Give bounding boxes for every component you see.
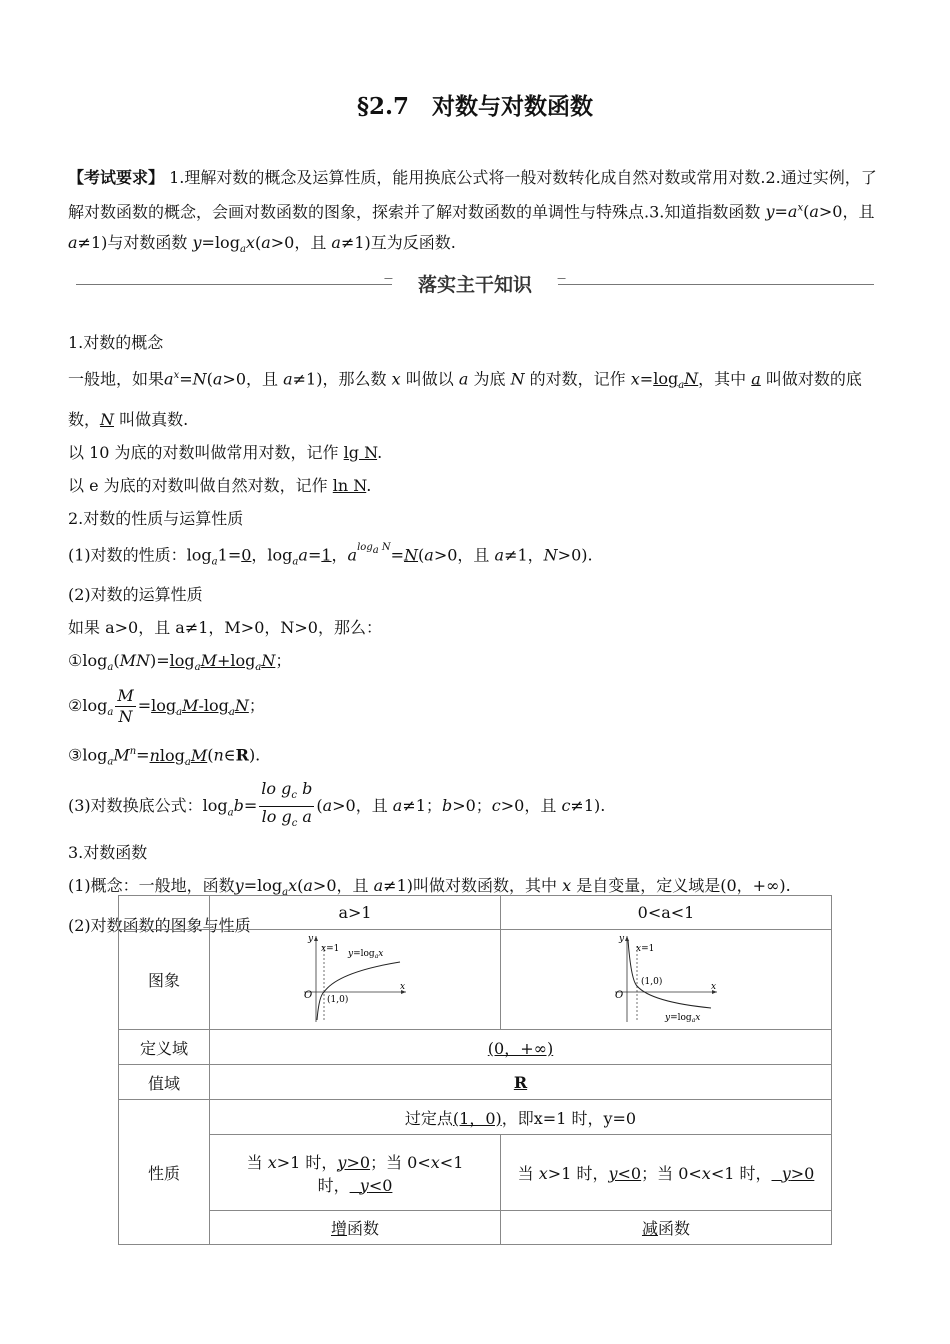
graph-decreasing (501, 930, 832, 1030)
s2-heading: 2.对数的性质与运算性质 (68, 508, 244, 528)
exam-req-text-1: 1.理解对数的概念及运算性质，能用换底公式将一般对数转化成自然对数或常用对数.2.通过实例，了解对数函数的概念，会画对数函数的图象，探索并了解对数函数的单调性与特殊点.3.知道指数函数 (68, 168, 877, 222)
sign-cell-a-gt-1: 当 x>1 时，y>0；当 0<x<1 时， y<0 (210, 1135, 501, 1211)
s1-definition: 一般地，如果$a^x=N(a>0$，且 a≠1)，那么数 x 叫做以 a 为底 N 的对数，记作 $x=\log_aN$，其中 a 叫做对数的底数，N 叫做真数. (68, 369, 862, 429)
log-function-table (118, 895, 832, 1245)
exam-req-text-2: 与对数函数 (107, 233, 188, 253)
svg-text:y: y (308, 933, 314, 944)
svg-text:x=1: x=1 (321, 943, 340, 954)
log-graph-a-lt-1 (611, 932, 721, 1024)
exam-requirements (68, 162, 882, 266)
s2-change-of-base: (3)对数换底公式：$\log_ab=$ $\frac{lo g_c b}{lo g_c a}$ (a>0，且 a≠1；b>0；c>0，且 c≠1). (68, 778, 606, 830)
row-label-properties: 性质 (119, 1100, 210, 1245)
s2-rule-1: $①\log_a(MN)=\log_aM+\log_aN$； (68, 651, 292, 674)
svg-text:O: O (615, 989, 624, 1001)
svg-text:y: y (619, 933, 625, 944)
range-value: R (513, 1072, 528, 1092)
svg-text:x=1: x=1 (636, 943, 655, 954)
s3-concept: (1)概念：一般地，函数$y=\log_ax(a>0$，且 a≠1)叫做对数函数，其中 x 是自变量，定义域是(0，+∞). (68, 876, 791, 899)
section-title: 落实主干知识 (417, 274, 532, 296)
svg-text:O: O (304, 989, 313, 1001)
monotonic-increasing: 增函数 (210, 1211, 501, 1245)
main-content (68, 326, 882, 942)
s3-graph-heading: (2)对数函数的图象与性质 (68, 916, 251, 936)
header-a-gt-1: a>1 (210, 896, 501, 930)
svg-text:x: x (400, 981, 406, 992)
row-label-range: 值域 (119, 1065, 210, 1100)
divider-line-right (558, 284, 874, 285)
svg-text:(1,0): (1,0) (641, 976, 663, 987)
row-label-domain: 定义域 (119, 1030, 210, 1065)
s2-conditions: 如果 a>0，且 a≠1，M>0，N>0，那么： (68, 618, 382, 638)
s2-rule-2: $②\log_a$ $\frac{M}{N}$ $=\log_aM-\log_aN$； (68, 686, 265, 727)
graph-increasing (210, 930, 501, 1030)
section-divider (76, 268, 874, 302)
svg-text:(1,0): (1,0) (327, 994, 349, 1005)
domain-value: (0，+∞) (487, 1038, 554, 1058)
log-graph-a-gt-1 (300, 932, 410, 1024)
sign-cell-a-lt-1: 当 x>1 时，y<0；当 0<x<1 时， y>0 (501, 1135, 832, 1211)
s1-heading: 1.对数的概念 (68, 333, 164, 352)
s3-heading: 3.对数函数 (68, 843, 148, 863)
svg-text:y=logax: $y=\log_ax$ (348, 948, 384, 960)
exam-req-formula-exp: $y=a^x(a>0$，且 a≠1) (68, 202, 875, 253)
page-title: §2.7 对数与对数函数 (356, 93, 594, 120)
fixed-point-cell: 过定点(1，0)，即x=1 时，y=0 (210, 1100, 832, 1135)
monotonic-decreasing: 减函数 (501, 1211, 832, 1245)
s2-rule-3: $③\log_aM^n=nlog_aM(n\in R)$. (68, 745, 261, 768)
s1-common-log: 以 10 为底的对数叫做常用对数，记作 lg N. (68, 442, 383, 462)
svg-text:x: x (711, 981, 717, 992)
exam-req-text-3: 互为反函数. (370, 233, 456, 253)
header-a-lt-1: 0<a<1 (501, 896, 832, 930)
svg-text:y=logax: $y=\log_ax$ (665, 1012, 701, 1024)
row-label-graph: 图象 (119, 930, 210, 1030)
exam-req-tag: 【考试要求】 (68, 168, 165, 187)
s1-natural-log: 以 e 为底的对数叫做自然对数，记作 ln N. (68, 475, 372, 495)
s2-op-heading: (2)对数的运算性质 (68, 585, 203, 605)
divider-line-left (76, 284, 392, 285)
s2-properties: (1)对数的性质：$\log_a1=0$，$\log_aa=1$，$a^{log_a N}=N(a>0$，且 a≠1，N>0). (68, 541, 593, 568)
exam-req-formula-log: $y=\log_ax(a>0$，且 a≠1) (192, 233, 371, 256)
